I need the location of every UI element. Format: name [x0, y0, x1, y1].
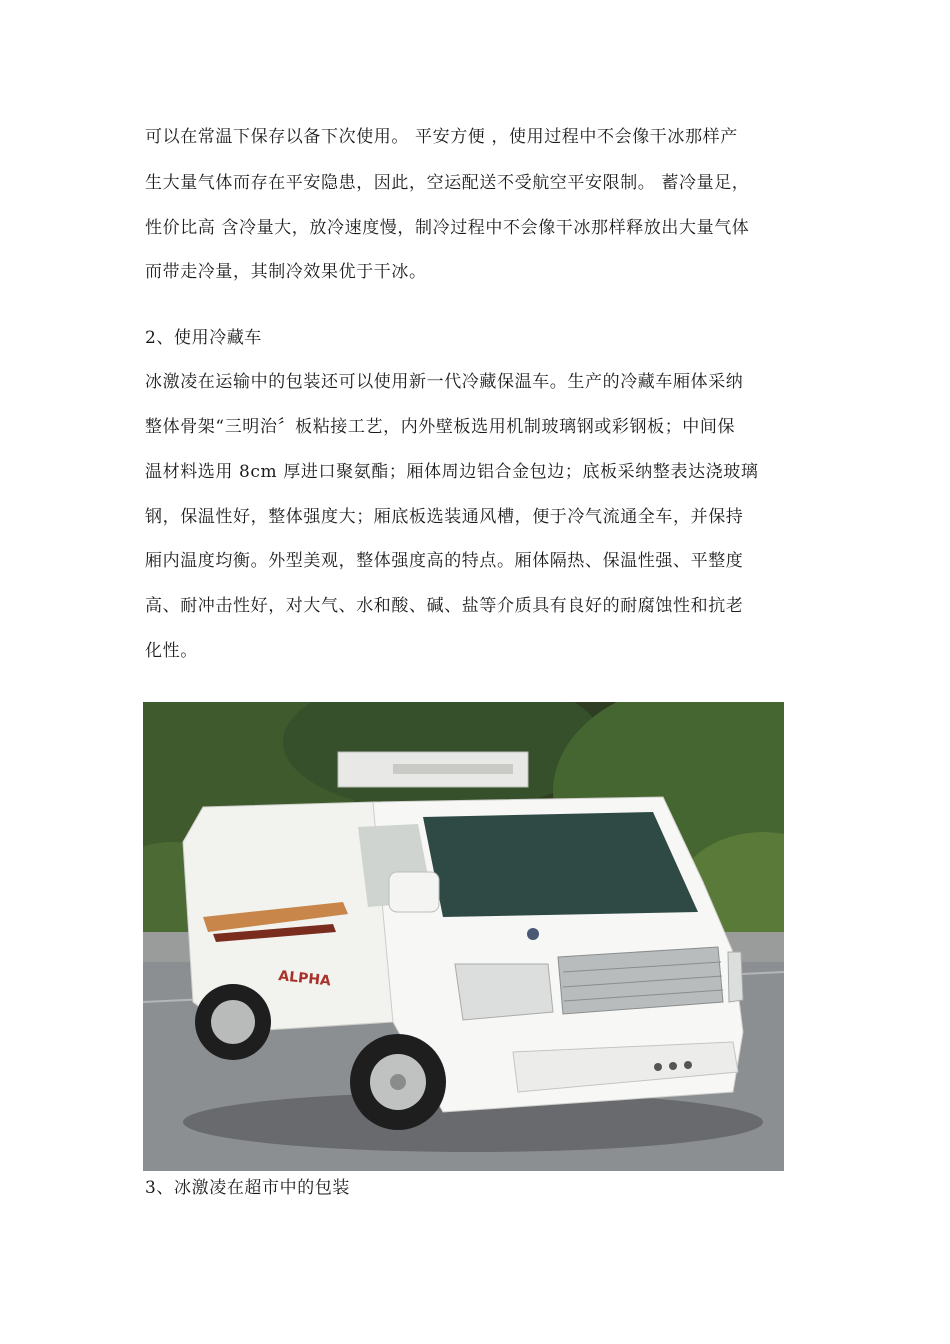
van-badge-text: ALPHA	[277, 968, 332, 990]
paragraph1-line: 而带走冷量，其制冷效果优于干冰。	[145, 262, 427, 282]
paragraph1-line: 生大量气体而存在平安隐患，因此，空运配送不受航空平安限制。 蓄冷量足，	[145, 173, 750, 193]
section2-line: 温材料选用 8cm 厚进口聚氨酯；厢体周边铝合金包边；底板采纳整表达浇玻璃	[145, 462, 759, 482]
section2-line: 冰激凌在运输中的包装还可以使用新一代冷藏保温车。生产的冷藏车厢体采纳	[145, 372, 744, 392]
section2-line: 厢内温度均衡。外型美观，整体强度高的特点。厢体隔热、保温性强、平整度	[145, 551, 744, 571]
section2-line: 钢，保温性好，整体强度大；厢底板选装通风槽，便于冷气流通全车，并保持	[145, 507, 744, 527]
refrigerated-van-photo	[143, 702, 784, 1171]
section2-line: 整体骨架“三明治〞板粘接工艺，内外壁板选用机制玻璃钢或彩钢板；中间保	[145, 417, 736, 437]
section2-line: 化性。	[145, 641, 198, 661]
section2-line: 高、耐冲击性好，对大气、水和酸、碱、盐等介质具有良好的耐腐蚀性和抗老	[145, 596, 744, 616]
paragraph1-line: 性价比高 含冷量大，放冷速度慢，制冷过程中不会像干冰那样释放出大量气体	[145, 218, 750, 238]
section2-heading: 2、使用冷藏车	[145, 328, 263, 348]
section3-heading: 3、冰激凌在超市中的包装	[145, 1178, 351, 1198]
paragraph1-line: 可以在常温下保存以备下次使用。 平安方便 ，使用过程中不会像干冰那样产	[145, 127, 738, 147]
